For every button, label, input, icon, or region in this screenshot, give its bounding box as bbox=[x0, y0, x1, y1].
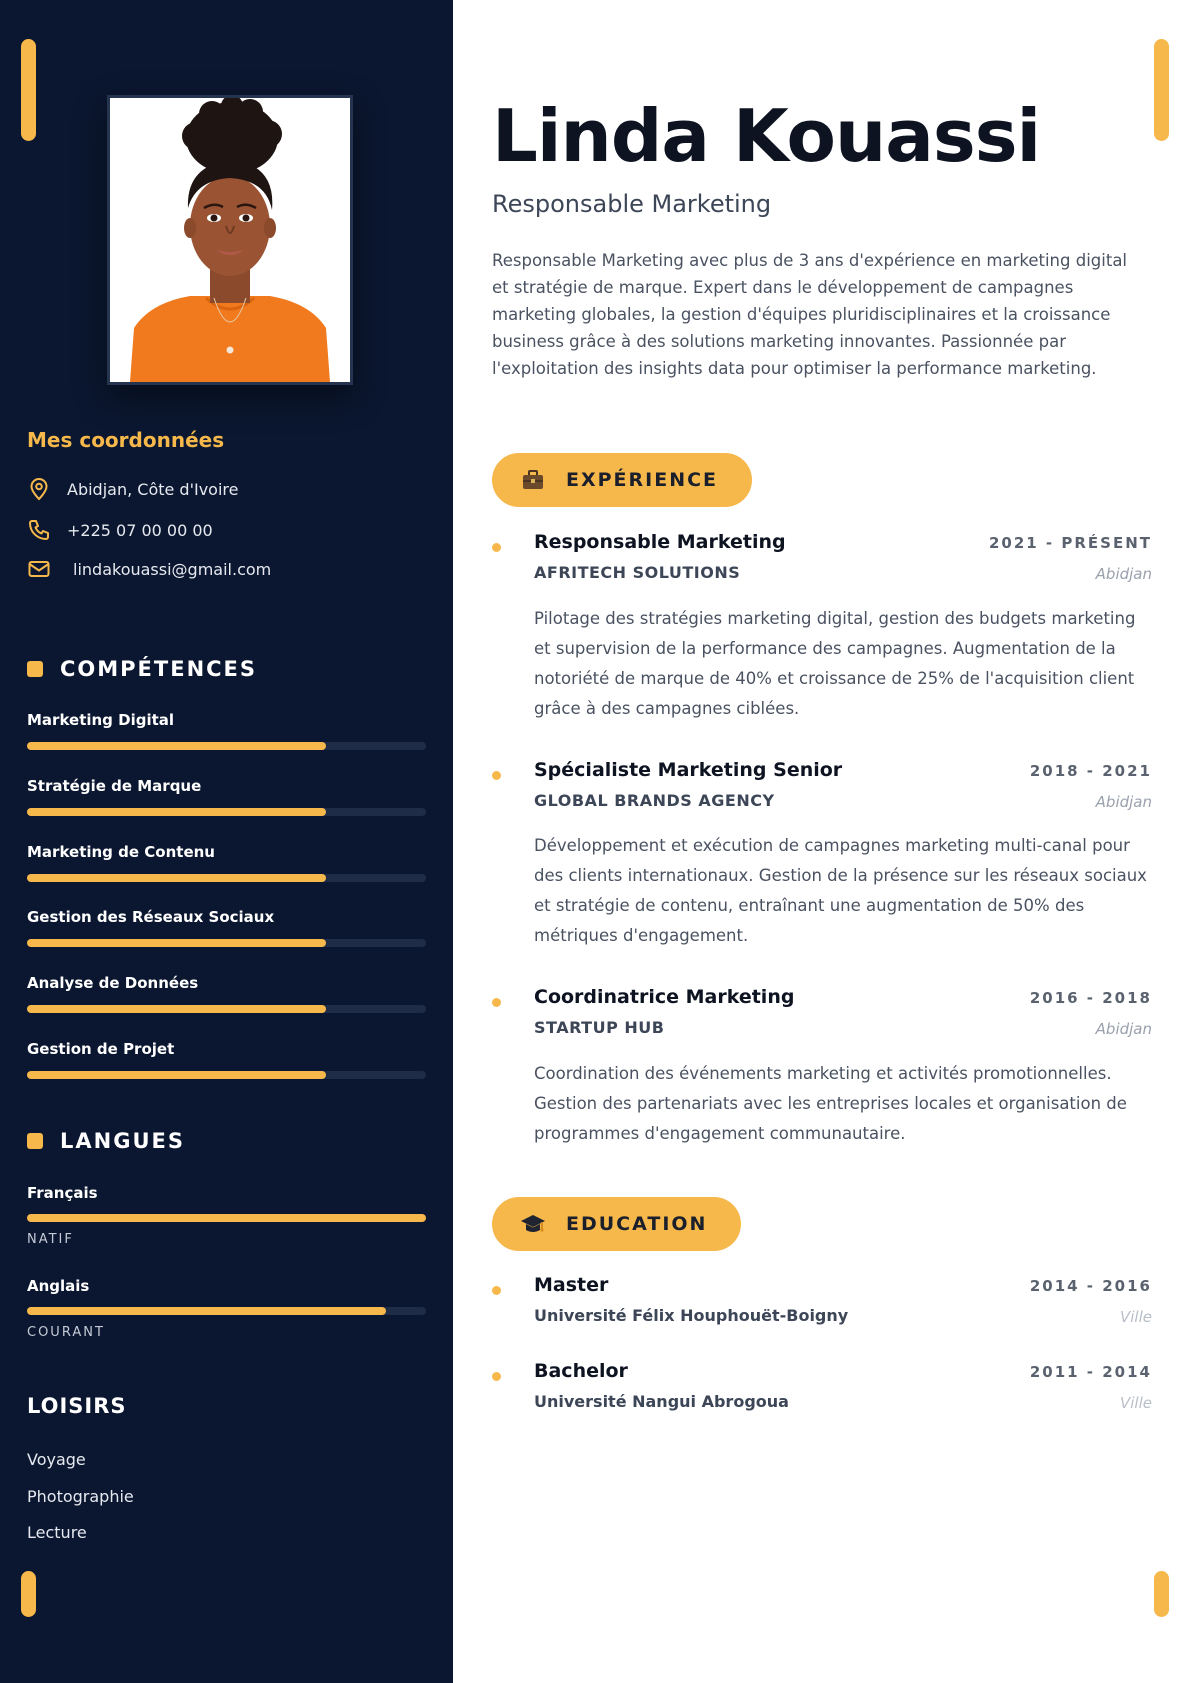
experience-role: Responsable Marketing bbox=[534, 531, 786, 553]
skill-bar bbox=[27, 1005, 426, 1013]
timeline-dot bbox=[492, 771, 501, 780]
education-dates: 2011 - 2014 bbox=[1029, 1363, 1152, 1381]
experience-company: AFRITECH SOLUTIONS bbox=[534, 563, 741, 582]
skill-label: Analyse de Données bbox=[27, 974, 199, 992]
timeline-dot bbox=[492, 1372, 501, 1381]
language-label: Français bbox=[27, 1184, 98, 1202]
contact-title: Mes coordonnées bbox=[27, 428, 225, 452]
experience-location: Abidjan bbox=[1095, 1020, 1152, 1038]
experience-location: Abidjan bbox=[1095, 793, 1152, 811]
education-title: EDUCATION bbox=[566, 1213, 708, 1235]
profile-photo bbox=[107, 95, 353, 385]
timeline-dot bbox=[492, 998, 501, 1007]
language-label: Anglais bbox=[27, 1277, 90, 1295]
experience-company: STARTUP HUB bbox=[534, 1018, 665, 1037]
full-name: Linda Kouassi bbox=[492, 94, 1041, 178]
experience-heading bbox=[492, 453, 752, 507]
skill-bar-fill bbox=[27, 808, 326, 816]
skill-label: Marketing de Contenu bbox=[27, 843, 215, 861]
hobbies-title: LOISIRS bbox=[27, 1394, 127, 1418]
skill-bar-fill bbox=[27, 742, 326, 750]
skill-label: Marketing Digital bbox=[27, 711, 175, 729]
contact-phone-text: +225 07 00 00 00 bbox=[67, 520, 213, 540]
languages-heading bbox=[27, 1129, 185, 1153]
experience-description: Développement et exécution de campagnes marketing multi-canal pour des clients internationaux. Gestion de la présence sur les réseaux sociaux et stratégie de contenu, entraînant une augmentation de 50% des métriques d'engagement. bbox=[534, 836, 1147, 945]
skill-label: Gestion de Projet bbox=[27, 1040, 175, 1058]
school-name: Université Nangui Abrogoua bbox=[534, 1392, 789, 1411]
experience-entry bbox=[492, 531, 1152, 731]
education-entry bbox=[492, 1360, 1152, 1420]
experience-company: GLOBAL BRANDS AGENCY bbox=[534, 791, 775, 810]
education-location: Ville bbox=[1120, 1394, 1152, 1412]
languages-title: LANGUES bbox=[60, 1129, 185, 1153]
mail-icon bbox=[27, 557, 51, 581]
hobby-item: Voyage bbox=[27, 1450, 86, 1469]
hobby-item: Lecture bbox=[27, 1523, 87, 1542]
experience-role: Spécialiste Marketing Senior bbox=[534, 759, 843, 781]
contact-phone bbox=[27, 518, 213, 542]
experience-dates: 2018 - 2021 bbox=[1029, 762, 1152, 780]
timeline-dot bbox=[492, 1286, 501, 1295]
skill-bar-fill bbox=[27, 874, 326, 882]
experience-entry bbox=[492, 759, 1152, 959]
skill-bar-fill bbox=[27, 939, 326, 947]
education-dates: 2014 - 2016 bbox=[1029, 1277, 1152, 1295]
phone-icon bbox=[27, 518, 51, 542]
language-bar-fill bbox=[27, 1307, 386, 1315]
accent-bar-top bbox=[21, 39, 36, 141]
skill-bar bbox=[27, 939, 426, 947]
main-content bbox=[453, 0, 1191, 1683]
contact-location-text: Abidjan, Côte d'Ivoire bbox=[67, 479, 239, 499]
education-heading bbox=[492, 1197, 741, 1251]
experience-title: EXPÉRIENCE bbox=[566, 469, 719, 491]
skills-heading bbox=[27, 657, 257, 681]
skills-title: COMPÉTENCES bbox=[60, 657, 258, 681]
degree-title: Master bbox=[534, 1274, 609, 1296]
square-bullet-icon bbox=[27, 1133, 43, 1149]
timeline-dot bbox=[492, 543, 501, 552]
hobby-item: Photographie bbox=[27, 1487, 134, 1506]
experience-description: Pilotage des stratégies marketing digital, gestion des budgets marketing et supervision de la performance des campagnes. Augmentation de la notoriété de marque de 40% et croissance de 25% de l'acquisition client grâce à des campagnes ciblées. bbox=[534, 609, 1136, 718]
contact-email-text[interactable]: lindakouassi@gmail.com bbox=[73, 559, 272, 579]
contact-location bbox=[27, 477, 238, 501]
skill-bar bbox=[27, 808, 426, 816]
skill-label: Gestion des Réseaux Sociaux bbox=[27, 908, 275, 926]
skill-label: Stratégie de Marque bbox=[27, 777, 202, 795]
map-pin-icon bbox=[27, 477, 51, 501]
language-bar-fill bbox=[27, 1214, 426, 1222]
profile-summary: Responsable Marketing avec plus de 3 ans d'expérience en marketing digital et stratégie de marque. Expert dans le développement de campagnes marketing globales, la gestion d'équipes pluridisciplinaires et la croissance business grâce à des solutions marketing innovantes. Passionnée par l'exploitation des insights data pour optimiser la performance marketing. bbox=[492, 251, 1128, 378]
experience-location: Abidjan bbox=[1095, 565, 1152, 583]
sidebar bbox=[0, 0, 453, 1683]
language-bar bbox=[27, 1307, 426, 1315]
degree-title: Bachelor bbox=[534, 1360, 628, 1382]
skill-bar-fill bbox=[27, 1005, 326, 1013]
language-level: COURANT bbox=[27, 1325, 105, 1340]
skill-bar bbox=[27, 742, 426, 750]
accent-bar-top-right bbox=[1154, 39, 1169, 141]
skill-bar bbox=[27, 1071, 426, 1079]
job-title: Responsable Marketing bbox=[492, 190, 772, 218]
education-entry bbox=[492, 1274, 1152, 1334]
contact-email[interactable] bbox=[27, 557, 271, 581]
language-level: NATIF bbox=[27, 1232, 74, 1247]
experience-dates: 2021 - PRÉSENT bbox=[988, 534, 1152, 552]
language-bar bbox=[27, 1214, 426, 1222]
skill-bar bbox=[27, 874, 426, 882]
accent-bar-bottom bbox=[21, 1571, 36, 1617]
portrait-illustration bbox=[110, 98, 350, 382]
experience-description: Coordination des événements marketing et activités promotionnelles. Gestion des partenariats avec les entreprises locales et organisation de programmes d'engagement communautaire. bbox=[534, 1064, 1127, 1143]
skill-bar-fill bbox=[27, 1071, 326, 1079]
square-bullet-icon bbox=[27, 661, 43, 677]
accent-bar-bottom-right bbox=[1154, 1571, 1169, 1617]
education-location: Ville bbox=[1120, 1308, 1152, 1326]
experience-role: Coordinatrice Marketing bbox=[534, 986, 795, 1008]
experience-dates: 2016 - 2018 bbox=[1029, 989, 1152, 1007]
graduation-cap-icon bbox=[520, 1211, 546, 1237]
experience-entry bbox=[492, 986, 1152, 1156]
briefcase-icon bbox=[520, 467, 546, 493]
school-name: Université Félix Houphouët-Boigny bbox=[534, 1306, 849, 1325]
